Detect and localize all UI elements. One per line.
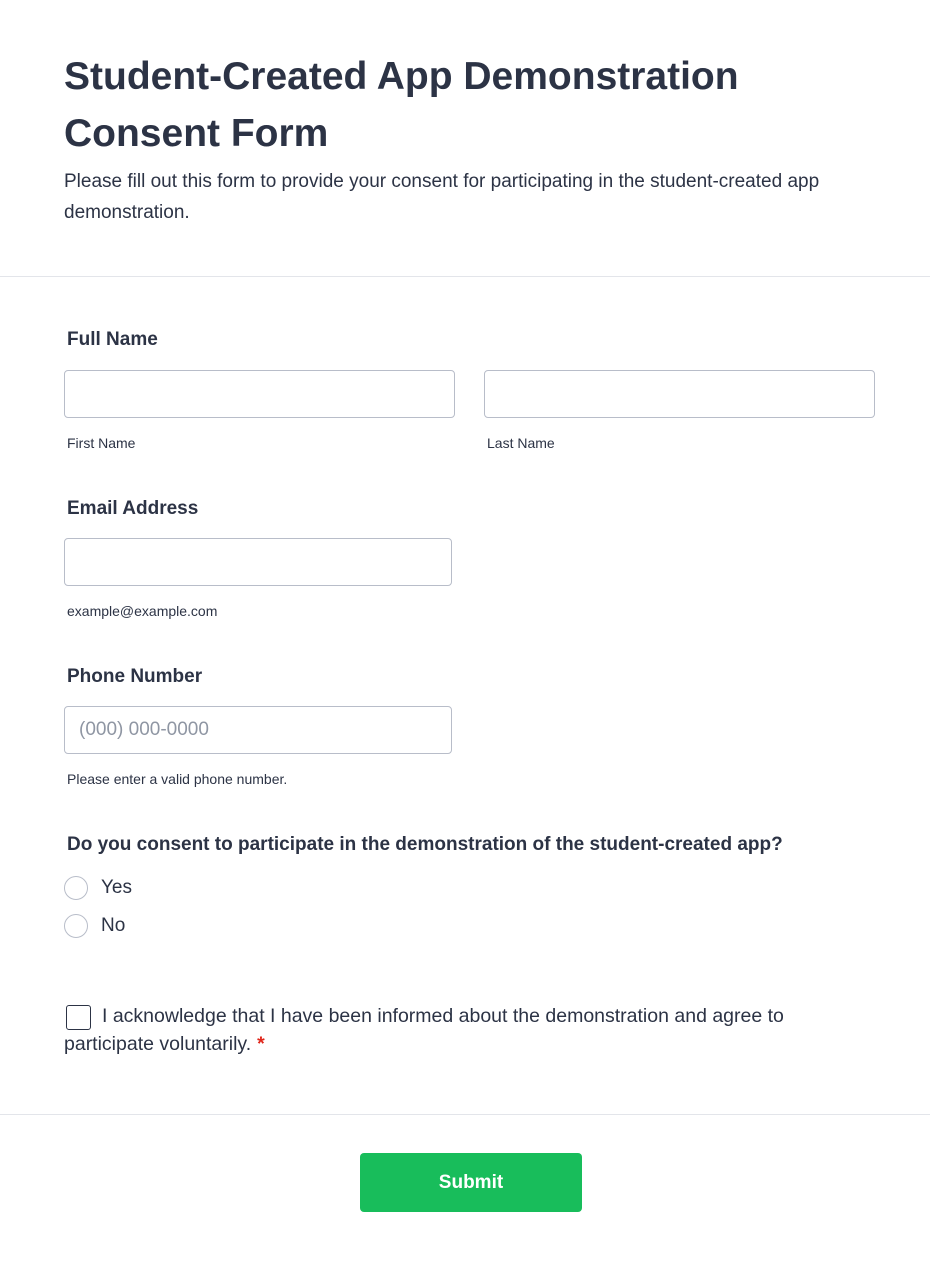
radio-no-label[interactable]: No: [101, 915, 126, 936]
full-name-label: Full Name: [67, 329, 158, 350]
first-name-sublabel: First Name: [67, 435, 136, 451]
email-input[interactable]: [64, 538, 452, 586]
submit-button[interactable]: Submit: [360, 1153, 582, 1212]
phone-input[interactable]: [64, 706, 452, 754]
form-title: Student-Created App Demonstration Consent Form: [64, 55, 739, 155]
form-description: Please fill out this form to provide your consent for participating in the student-created app demonstration.: [64, 171, 820, 223]
footer-divider: [0, 1114, 930, 1115]
email-label: Email Address: [67, 498, 199, 519]
form-header: [0, 0, 930, 277]
required-asterisk: *: [257, 1033, 265, 1055]
acknowledge-label[interactable]: [64, 1002, 784, 1058]
email-sublabel: example@example.com: [67, 603, 218, 619]
radio-no[interactable]: [64, 914, 88, 938]
last-name-sublabel: Last Name: [487, 435, 555, 451]
consent-option-no[interactable]: [64, 913, 125, 939]
first-name-input[interactable]: [64, 370, 455, 418]
consent-option-yes[interactable]: [64, 875, 132, 901]
acknowledge-text: I acknowledge that I have been informed about the demonstration and agree to participate voluntarily.: [64, 1005, 784, 1055]
radio-yes-label[interactable]: Yes: [101, 877, 132, 898]
radio-yes[interactable]: [64, 876, 88, 900]
consent-question: Do you consent to participate in the demonstration of the student-created app?: [67, 834, 783, 855]
phone-sublabel: Please enter a valid phone number.: [67, 771, 288, 787]
phone-label: Phone Number: [67, 666, 203, 687]
last-name-input[interactable]: [484, 370, 875, 418]
